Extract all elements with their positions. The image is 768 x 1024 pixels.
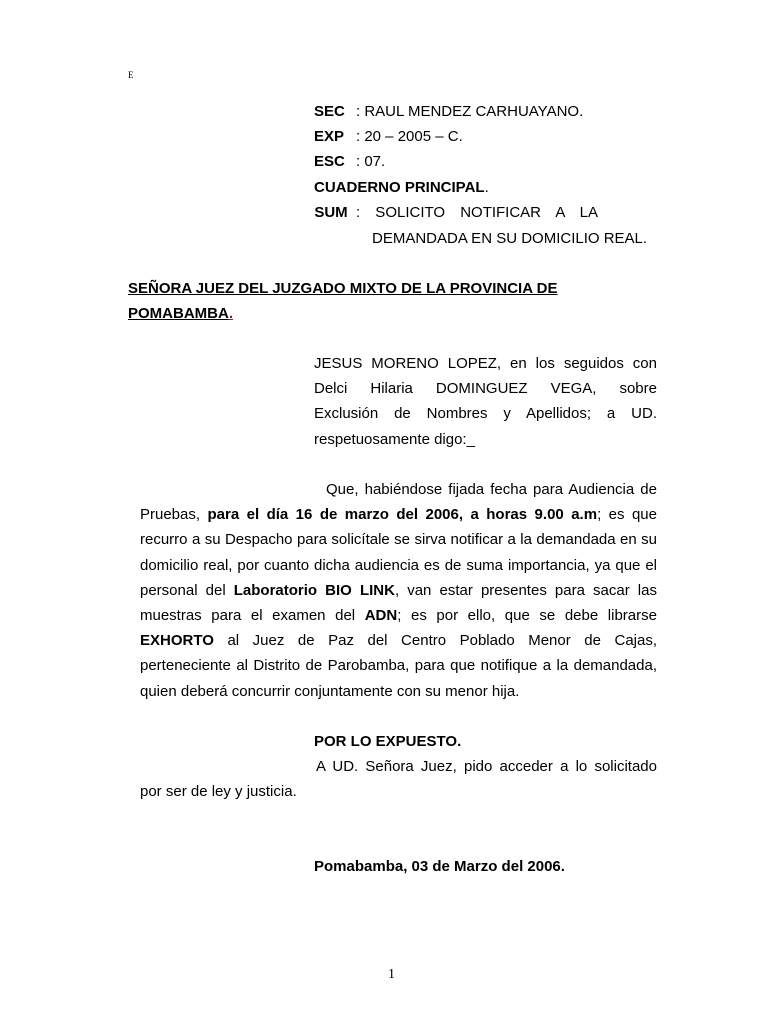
sec-row: [314, 103, 583, 121]
closing-paragraph: [140, 754, 657, 804]
body-text-1: Que, habiéndose fijada fecha para Audiencia de Pruebas,: [140, 481, 657, 524]
intro-line4: respetuosamente digo:_: [314, 430, 475, 448]
body-text-2: ; es que recurro a su Despacho para solicítale se sirva notificar a la demandada en su domicilio real, por cuanto dicha audiencia es de suma importancia, ya que el personal del: [140, 506, 657, 599]
intro-line3: Exclusión de Nombres y Apellidos; a UD.: [314, 405, 657, 423]
petitioner-intro: [314, 351, 657, 452]
exp-row: [314, 128, 463, 146]
cuaderno-label: CUADERNO PRINCIPAL: [314, 179, 485, 196]
esc-label: ESC: [314, 153, 345, 170]
sum-value-line2: DEMANDADA EN SU DOMICILIO REAL.: [372, 230, 648, 247]
body-bold-adn: ADN: [364, 607, 398, 625]
exp-label: EXP: [314, 128, 345, 145]
esc-value: : 07.: [356, 153, 386, 170]
addressee-city: POMABAMBA: [128, 305, 229, 322]
body-bold-lab: Laboratorio BIO LINK: [233, 581, 395, 599]
sum-row: [306, 204, 604, 222]
body-text-5: al Juez de Paz del Centro Poblado Menor de Cajas, perteneciente al Distrito de Parobamba, para que notifique a la demandada, quien deberá concurrir conjuntamente con su menor hija.: [140, 632, 657, 700]
body-text-3: , van estar presentes para sacar las muestras para el examen del: [140, 581, 657, 625]
sec-label: SEC: [314, 103, 345, 120]
body-bold-date: para el día 16 de marzo del 2006, a horas 9.00 a.m: [207, 506, 598, 524]
closing-heading: POR LO EXPUESTO.: [314, 733, 462, 750]
closing-text: A UD. Señora Juez, pido acceder a lo solicitado por ser de ley y justicia.: [140, 758, 657, 801]
addressee-line2: [128, 305, 233, 323]
body-bold-exhorto: EXHORTO: [140, 632, 214, 650]
page-number: 1: [388, 967, 395, 982]
cuaderno-row: [314, 179, 489, 197]
esc-row: [314, 153, 385, 171]
body-text-4: ; es por ello, que se debe librarse: [397, 607, 657, 625]
intro-line2: Delci Hilaria DOMINGUEZ VEGA, sobre: [314, 380, 657, 398]
sum-value-line1: : SOLICITO NOTIFICAR A LA: [356, 204, 598, 221]
exp-value: : 20 – 2005 – C.: [356, 128, 463, 145]
sec-value: : RAUL MENDEZ CARHUAYANO.: [356, 103, 584, 120]
addressee-dot: .: [228, 305, 233, 322]
cuaderno-dot: .: [484, 179, 489, 196]
body-paragraph: [140, 477, 657, 704]
sum-label: SUM: [314, 204, 348, 221]
header-mark: E: [128, 70, 134, 80]
place-date: Pomabamba, 03 de Marzo del 2006.: [314, 858, 565, 875]
addressee-line1: SEÑORA JUEZ DEL JUZGADO MIXTO DE LA PROVINCIA DE: [128, 280, 558, 297]
intro-line1: JESUS MORENO LOPEZ, en los seguidos con: [314, 355, 657, 372]
